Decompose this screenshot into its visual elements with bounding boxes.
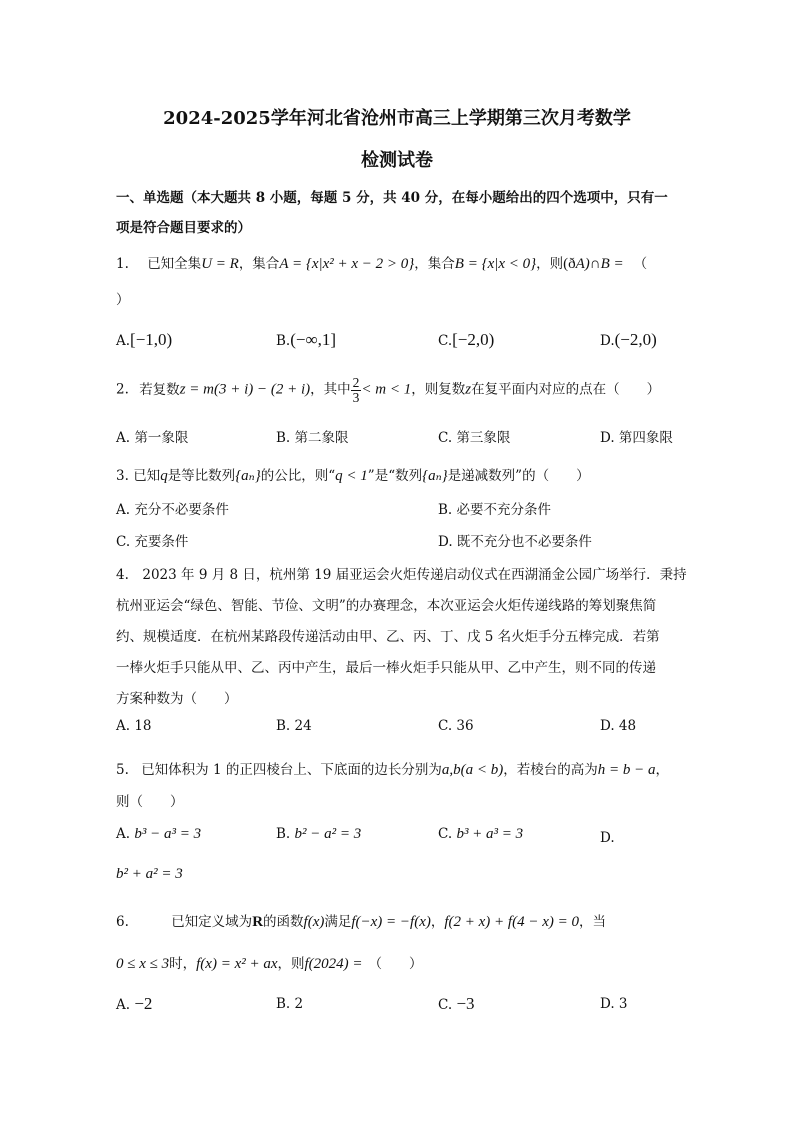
question-5-stem: 5. 已知体积为 1 的正四棱台上、下底面的边长分别为a,b(a < b)，若棱台的高为h = b − a， xyxy=(116,762,669,778)
question-1-paren-close: ） xyxy=(116,292,130,308)
question-6-stem-line2: 0 ≤ x ≤ 3时，f(x) = x² + ax，则f(2024) = （ ） xyxy=(116,956,423,972)
section-heading-line2: 项是符合题目要求的） xyxy=(116,220,251,236)
math-complement: (ð xyxy=(563,256,576,272)
q6-option-d: D. 3 xyxy=(600,996,628,1012)
math-symmetry: f(2 + x) + f(4 − x) = 0 xyxy=(444,914,579,930)
math-height: h = b − a xyxy=(597,762,656,778)
q1-option-c: C.[−2,0) xyxy=(438,330,495,349)
question-number: 6. xyxy=(116,914,129,930)
question-number: 2. xyxy=(116,381,129,398)
math-condition: q < 1 xyxy=(335,468,368,484)
question-3-stem: 3. 已知q是等比数列{aₙ}的公比，则“q < 1”是“数列{aₙ}是递减数列”的（ ） xyxy=(116,468,590,484)
question-4-line: 一棒火炬手只能从甲、乙、丙中产生，最后一棒火炬手只能从甲、乙中产生，则不同的传递 xyxy=(116,660,656,676)
math-domain: 0 ≤ x ≤ 3 xyxy=(116,956,170,972)
question-number: 1. xyxy=(116,256,129,272)
q6-option-b: B. 2 xyxy=(276,996,304,1012)
document-title-line2: 检测试卷 xyxy=(361,150,433,171)
math-odd-function: f(−x) = −f(x) xyxy=(351,914,431,930)
q2-option-d: D. 第四象限 xyxy=(600,430,673,446)
question-number: 3. xyxy=(116,468,129,484)
question-4-line: 方案种数为（ ） xyxy=(116,691,238,707)
q4-option-c: C. 36 xyxy=(438,718,474,734)
question-number: 5. xyxy=(116,762,129,778)
q5-option-b: B. b² − a² = 3 xyxy=(276,826,362,842)
q3-option-a: A. 充分不必要条件 xyxy=(116,502,229,518)
question-5-ask: 则（ ） xyxy=(116,794,184,810)
q1-option-b: B.(−∞,1] xyxy=(276,330,336,349)
math-set-a: A = {x|x² + x − 2 > 0} xyxy=(279,256,415,272)
q3-option-b: B. 必要不充分条件 xyxy=(438,502,552,518)
q4-option-d: D. 48 xyxy=(600,718,637,734)
math-range-m: < m < 1 xyxy=(361,381,412,398)
math-edge-lengths: a,b(a < b) xyxy=(441,762,504,778)
q5-option-c: C. b³ + a³ = 3 xyxy=(438,826,524,842)
math-complex-z: z = m(3 + i) − (2 + i) xyxy=(179,381,311,398)
q6-option-a: A. −2 xyxy=(116,994,153,1013)
math-set-b: B = {x|x < 0} xyxy=(454,256,537,272)
q2-option-b: B. 第二象限 xyxy=(276,430,349,446)
question-6-stem-line1: 6. 已知定义域为R的函数f(x)满足f(−x) = −f(x)，f(2 + x) + f(4 − x) = 0，当 xyxy=(116,914,606,930)
math-definition: f(x) = x² + ax xyxy=(196,956,278,972)
q6-option-c: C. −3 xyxy=(438,994,475,1013)
q3-option-d: D. 既不充分也不必要条件 xyxy=(438,534,592,550)
math-sequence: {aₙ} xyxy=(235,468,261,484)
q5-option-d-value: b² + a² = 3 xyxy=(116,866,183,882)
section-heading-line1: 一、单选题（本大题共 8 小题，每题 5 分，共 40 分，在每小题给出的四个选项中，只有一 xyxy=(116,190,668,206)
q2-option-c: C. 第三象限 xyxy=(438,430,511,446)
q2-option-a: A. 第一象限 xyxy=(116,430,189,446)
question-2-stem: 2. 若复数z = m(3 + i) − (2 + i)，其中 $\frac{2}{3}$ < m < 1，则复数z在复平面内对应的点在（ ） xyxy=(116,375,661,405)
q5-option-a: A. b³ − a³ = 3 xyxy=(116,826,202,842)
q4-option-b: B. 24 xyxy=(276,718,312,734)
q5-option-d: D. xyxy=(600,830,615,846)
question-4-line: 约、规模适度．在杭州某路段传递活动由甲、乙、丙、丁、戊 5 名火炬手分五棒完成．若第 xyxy=(116,629,660,645)
document-title-line1: 2024-2025学年河北省沧州市高三上学期第三次月考数学 xyxy=(163,108,631,129)
question-4-line: 杭州亚运会“绿色、智能、节俭、文明”的办赛理念，本次亚运会火炬传递线路的筹划聚焦简 xyxy=(116,598,657,614)
math-intersection: A)∩B = xyxy=(575,256,624,272)
question-1-stem: 1. 已知全集U = R，集合A = {x|x² + x − 2 > 0}，集合B = {x|x < 0}，则(ðA)∩B = （ xyxy=(116,256,648,272)
q3-option-c: C. 充要条件 xyxy=(116,534,189,550)
q4-option-a: A. 18 xyxy=(116,718,152,734)
math-fraction-two-thirds: $\frac{2}{3}$ xyxy=(352,375,360,405)
q1-option-a: A.[−1,0) xyxy=(116,330,173,349)
question-4-line: 4. 2023 年 9 月 8 日，杭州第 19 届亚运会火炬传递启动仪式在西湖涌金公园广场举行．秉持 xyxy=(116,567,687,583)
q1-option-d: D.(−2,0) xyxy=(600,330,657,349)
math-query: f(2024) = xyxy=(304,956,363,972)
math-universal-set: U = R xyxy=(201,256,239,272)
